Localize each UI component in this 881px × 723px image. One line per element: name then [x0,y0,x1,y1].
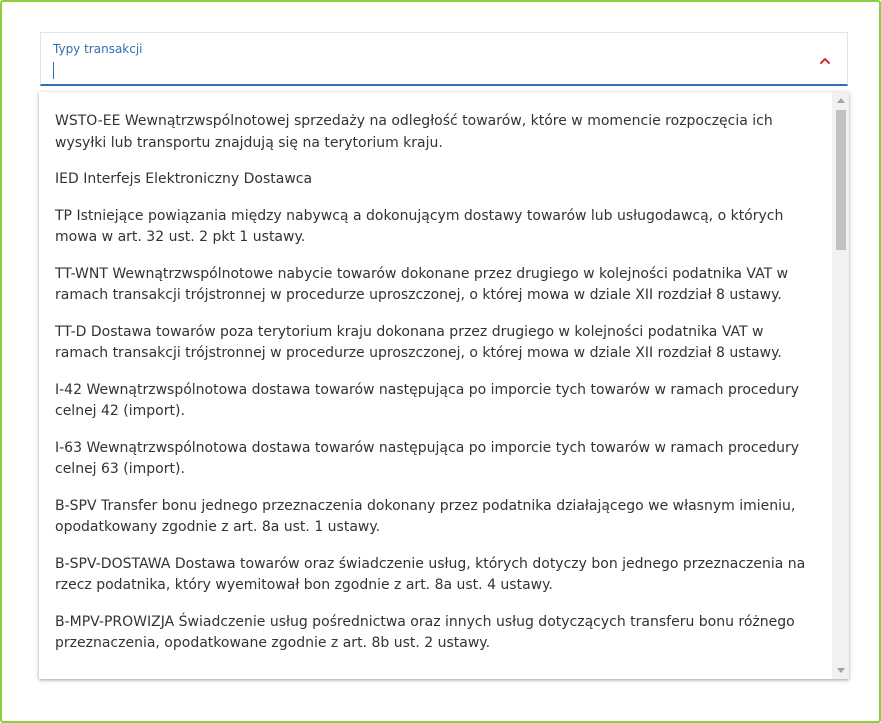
transaction-types-input[interactable] [53,61,793,79]
option-b-mpv-prowizja[interactable]: B-MPV-PROWIZJA Świadczenie usług pośrednictwa oraz innych usług dotyczących transferu bonu różnego przeznaczenia, opodatkowane zgodnie z art. 8b ust. 2 ustawy. [55,613,795,651]
option-b-spv[interactable]: B-SPV Transfer bonu jednego przeznaczenia dokonany przez podatnika działającego we własnym imieniu, opodatkowany zgodnie z art. 8a ust. 1 ustawy. [55,497,796,535]
option-i-42[interactable]: I-42 Wewnątrzwspólnotowa dostawa towarów następująca po imporcie tych towarów w ramach procedury celnej 42 (import). [55,381,799,419]
option-i-63[interactable]: I-63 Wewnątrzwspólnotowa dostawa towarów następująca po imporcie tych towarów w ramach procedury celnej 63 (import). [55,439,799,477]
option-tp[interactable]: TP Istniejące powiązania między nabywcą a dokonującym dostawy towarów lub usługodawcą, o których mowa w art. 32 ust. 2 pkt 1 ustawy. [55,207,784,245]
option-ied[interactable]: IED Interfejs Elektroniczny Dostawca [55,171,313,187]
option-wsto-ee[interactable]: WSTO-EE Wewnątrzwspólnotowej sprzedaży na odległość towarów, które w momencie rozpoczęcia ich wysyłki lub transportu znajdują się na terytorium kraju. [55,113,773,151]
transaction-types-field[interactable] [40,32,848,86]
chevron-up-icon[interactable] [819,56,831,66]
text-caret [53,62,54,79]
option-tt-wnt[interactable]: TT-WNT Wewnątrzwspólnotowe nabycie towarów dokonane przez drugiego w kolejności podatnika VAT w ramach transakcji trójstronnej w procedurze uproszczonej, o której mowa w dziale XII rozdział 8 ustawy. [55,265,789,303]
scrollbar-thumb[interactable] [836,110,846,250]
scroll-up-arrow-icon[interactable] [837,98,845,103]
dropdown-scrollbar[interactable] [832,92,849,679]
option-b-spv-dostawa[interactable]: B-SPV-DOSTAWA Dostawa towarów oraz świadczenie usług, których dotyczy bon jednego przeznaczenia na rzecz podatnika, który wyemitował bon zgodnie z art. 8a ust. 4 ustawy. [55,555,806,593]
scroll-down-arrow-icon[interactable] [837,668,845,673]
field-label: Typy transakcji [53,42,143,56]
options-list [39,92,832,670]
options-dropdown [39,92,849,679]
option-tt-d[interactable]: TT-D Dostawa towarów poza terytorium kraju dokonana przez drugiego w kolejności podatnika VAT w ramach transakcji trójstronnej w procedurze uproszczonej, o której mowa w dziale XII rozdział 8 ustawy. [55,323,782,361]
